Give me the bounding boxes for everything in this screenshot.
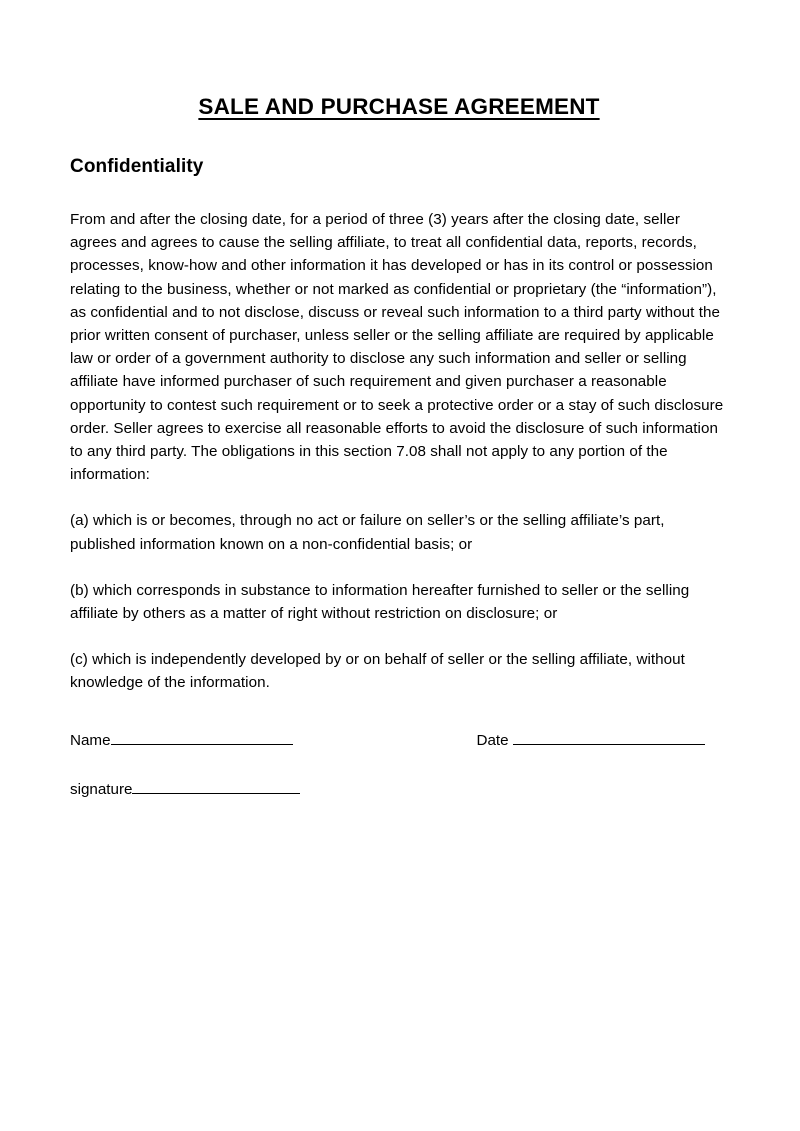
signature-label: signature (70, 780, 133, 798)
name-input-line[interactable] (111, 744, 293, 745)
paragraph-clause-b: (b) which corresponds in substance to information hereafter furnished to seller or the selling affiliate by others as a matter of right without restriction on disclosure; or (70, 581, 690, 623)
signature-input-line[interactable] (132, 793, 300, 794)
signature-row (70, 778, 728, 801)
page-title: SALE AND PURCHASE AGREEMENT (198, 94, 600, 119)
signature-name-date-row (70, 729, 728, 752)
date-input-line[interactable] (513, 744, 705, 745)
section-heading-confidentiality: Confidentiality (70, 156, 204, 177)
name-label: Name (70, 731, 111, 749)
paragraph-clause-a: (a) which is or becomes, through no act or failure on seller’s or the selling affiliate’s part, published information known on a non-confidential basis; or (70, 512, 665, 553)
paragraph-intro: From and after the closing date, for a period of three (3) years after the closing date, seller agrees and agrees to cause the selling affiliate, to treat all confidential data, reports, records, processes, know-how and other information it has developed or has in its control or possession relating to the business, whether or not marked as confidential or proprietary (the “information”), as confidential and to not disclose, discuss or reveal such information to a third party without the prior written consent of purchaser, unless seller or the selling affiliate are required by applicable law or order of a government authority to disclose any such information and seller or selling affiliate have informed purchaser of such requirement and given purchaser a reasonable opportunity to contest such requirement or to seek a protective order or a stay of such disclosure order. Seller agrees to exercise all reasonable efforts to avoid the disclosure of such information to any third party. The obligations in this section 7.08 shall not apply to any portion of the information: (70, 211, 724, 484)
paragraph-clause-c: (c) which is independently developed by or on behalf of seller or the selling affiliate, without knowledge of the information. (70, 651, 685, 692)
date-label: Date (476, 731, 513, 749)
